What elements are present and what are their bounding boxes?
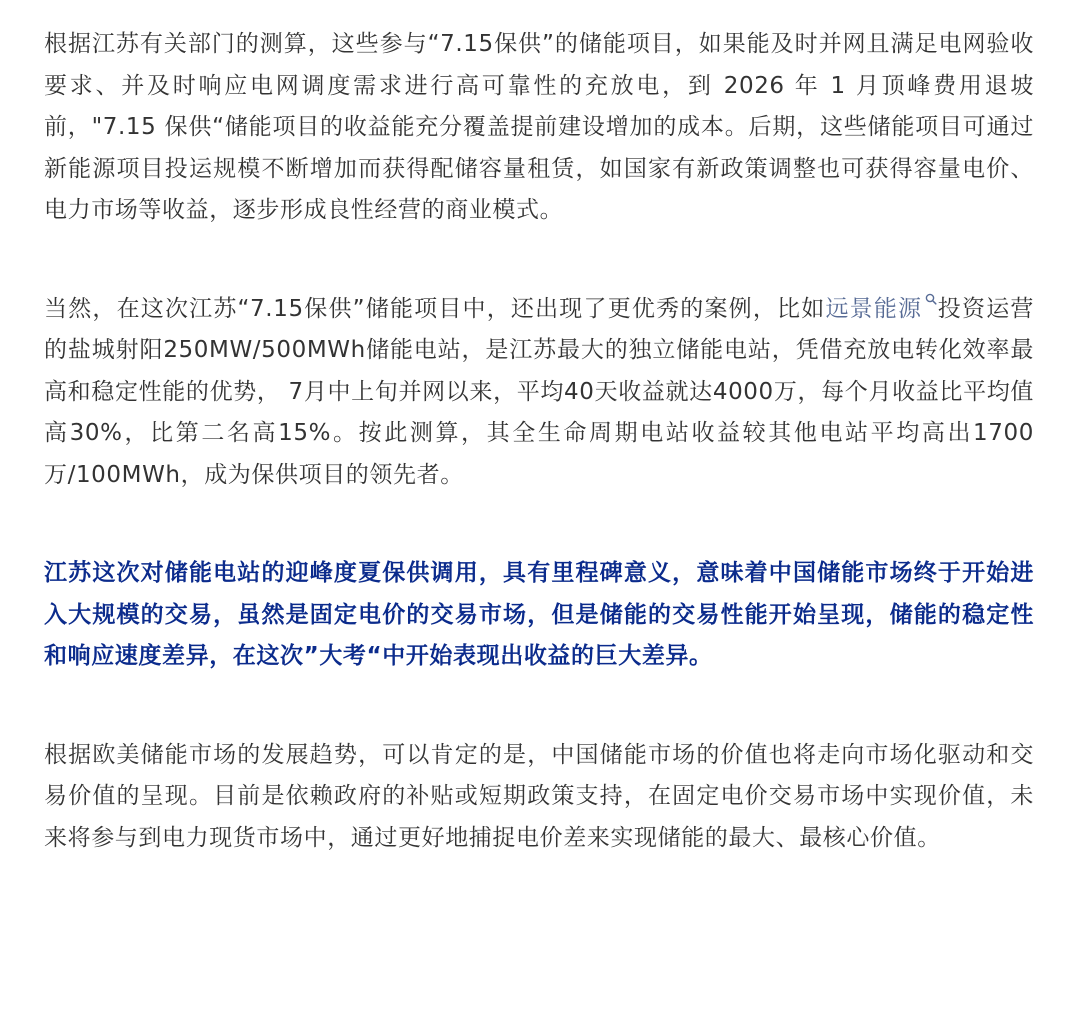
search-icon — [925, 293, 937, 307]
paragraph-market-outlook: 根据欧美储能市场的发展趋势，可以肯定的是，中国储能市场的价值也将走向市场化驱动和交易价值的呈现。目前是依赖政府的补贴或短期政策支持，在固定电价交易市场中实现价值，未来将参与到电力现货市场中，通过更好地捕捉电价差来实现储能的最大、最核心价值。 — [44, 741, 1034, 851]
article-body — [44, 24, 1034, 859]
paragraph-envision-case — [44, 289, 1034, 497]
envision-energy-search-link[interactable] — [825, 296, 937, 322]
paragraph-text-before-link: 当然，在这次江苏“7.15保供”储能项目中，还出现了更优秀的案例，比如 — [44, 295, 826, 322]
paragraph-highlight-milestone: 江苏这次对储能电站的迎峰度夏保供调用，具有里程碑意义，意味着中国储能市场终于开始进入大规模的交易，虽然是固定电价的交易市场，但是储能的交易性能开始呈现，储能的稳定性和响应速度差异，在这次”大考“中开始表现出收益的巨大差异。 — [44, 560, 1034, 669]
paragraph-cost-analysis: 根据江苏有关部门的测算，这些参与“7.15保供”的储能项目，如果能及时并网且满足电网验收要求、并及时响应电网调度需求进行高可靠性的充放电，到 2026 年 1 月顶峰费用退坡前，"7.15 保供“储能项目的收益能充分覆盖提前建设增加的成本。后期，这些储能项目可通过新能源项目投运规模不断增加而获得配储容量租赁，如国家有新政策调整也可获得容量电价、电力市场等收益，逐步形成良性经营的商业模式。 — [44, 31, 1034, 223]
paragraph-text-after-link: 投资运营的盐城射阳250MW/500MWh储能电站，是江苏最大的独立储能电站，凭借充放电转化效率最高和稳定性能的优势， 7月中上旬并网以来，平均40天收益就达4000万，每个月收益比平均值高30%，比第二名高15%。按此测算，其全生命周期电站收益较其他电站平均高出1700万/100MWh，成为保供项目的领先者。 — [44, 295, 1034, 488]
search-link-label: 远景能源 — [825, 295, 923, 322]
